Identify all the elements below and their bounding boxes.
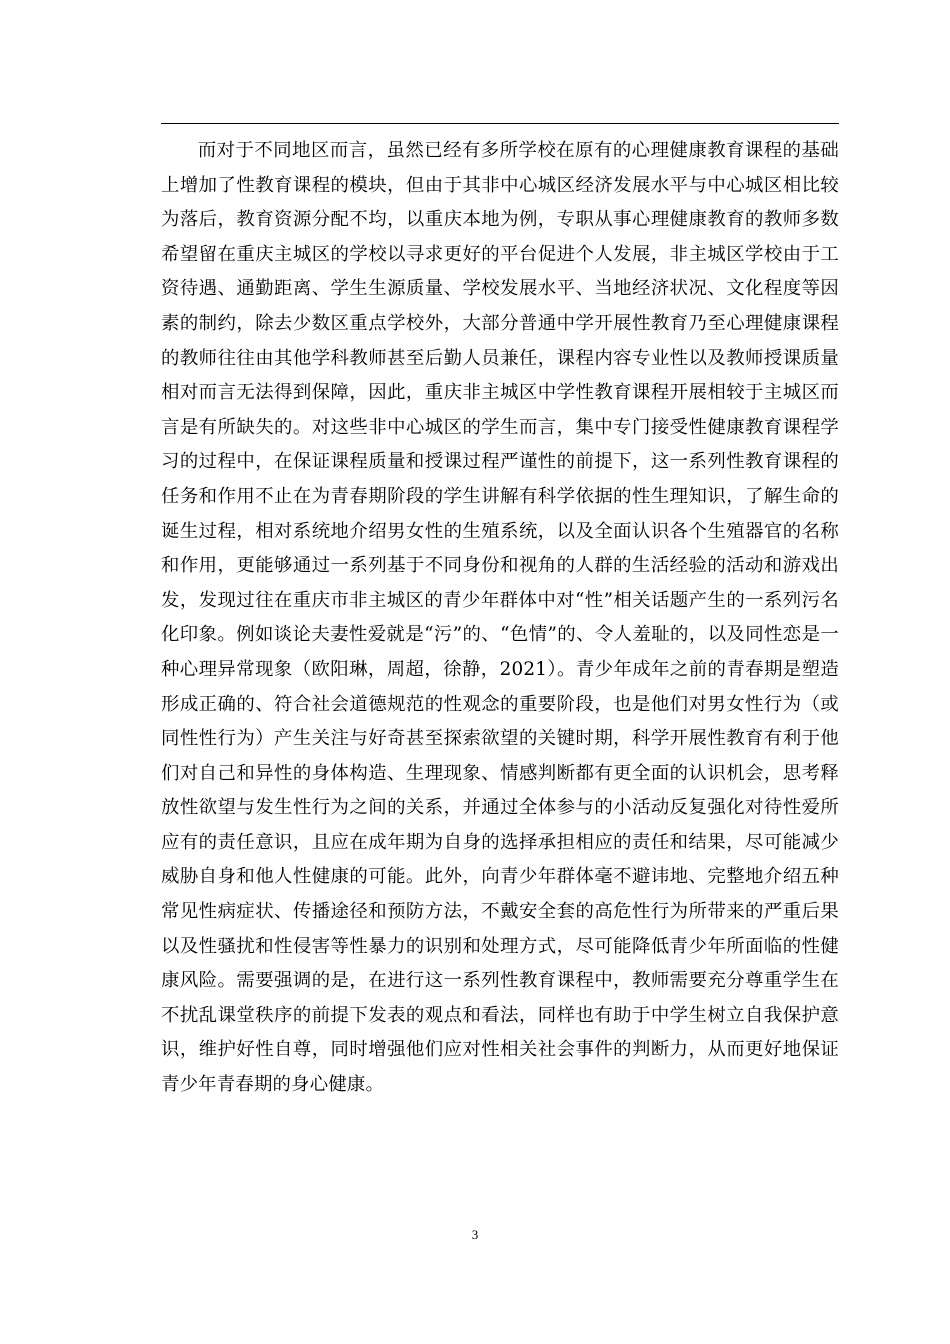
- header-rule: [161, 123, 839, 124]
- body-paragraph: 而对于不同地区而言，虽然已经有多所学校在原有的心理健康教育课程的基础上增加了性教育课程的模块，但由于其非中心城区经济发展水平与中心城区相比较为落后，教育资源分配不均，以重庆本地为例，专职从事心理健康教育的教师多数希望留在重庆主城区的学校以寻求更好的平台促进个人发展，非主城区学校由于工资待遇、通勤距离、学生生源质量、学校发展水平、当地经济状况、文化程度等因素的制约，除去少数区重点学校外，大部分普通中学开展性教育乃至心理健康课程的教师往往由其他学科教师甚至后勤人员兼任，课程内容专业性以及教师授课质量相对而言无法得到保障，因此，重庆非主城区中学性教育课程开展相较于主城区而言是有所缺失的。对这些非中心城区的学生而言，集中专门接受性健康教育课程学习的过程中，在保证课程质量和授课过程严谨性的前提下，这一系列性教育课程的任务和作用不止在为青春期阶段的学生讲解有科学依据的性生理知识，了解生命的诞生过程，相对系统地介绍男女性的生殖系统，以及全面认识各个生殖器官的名称和作用，更能够通过一系列基于不同身份和视角的人群的生活经验的活动和游戏出发，发现过往在重庆市非主城区的青少年群体中对“性”相关话题产生的一系列污名化印象。例如谈论夫妻性爱就是“污”的、“色情”的、令人羞耻的，以及同性恋是一种心理异常现象（欧阳琳，周超，徐静，2021）。青少年成年之前的青春期是塑造形成正确的、符合社会道德规范的性观念的重要阶段，也是他们对男女性行为（或同性性行为）产生关注与好奇甚至探索欲望的关键时期，科学开展性教育有利于他们对自己和异性的身体构造、生理现象、情感判断都有更全面的认识机会，思考释放性欲望与发生性行为之间的关系，并通过全体参与的小活动反复强化对待性爱所应有的责任意识，且应在成年期为自身的选择承担相应的责任和结果，尽可能减少威胁自身和他人性健康的可能。此外，向青少年群体毫不避讳地、完整地介绍五种常见性病症状、传播途径和预防方法，不戴安全套的高危性行为所带来的严重后果以及性骚扰和性侵害等性暴力的识别和处理方式，尽可能降低青少年所面临的性健康风险。需要强调的是，在进行这一系列性教育课程中，教师需要充分尊重学生在不扰乱课堂秩序的前提下发表的观点和看法，同样也有助于中学生树立自我保护意识，维护好性自尊，同时增强他们应对性相关社会事件的判断力，从而更好地保证青少年青春期的身心健康。: [161, 140, 839, 1096]
- page-number: 3: [471, 1227, 479, 1242]
